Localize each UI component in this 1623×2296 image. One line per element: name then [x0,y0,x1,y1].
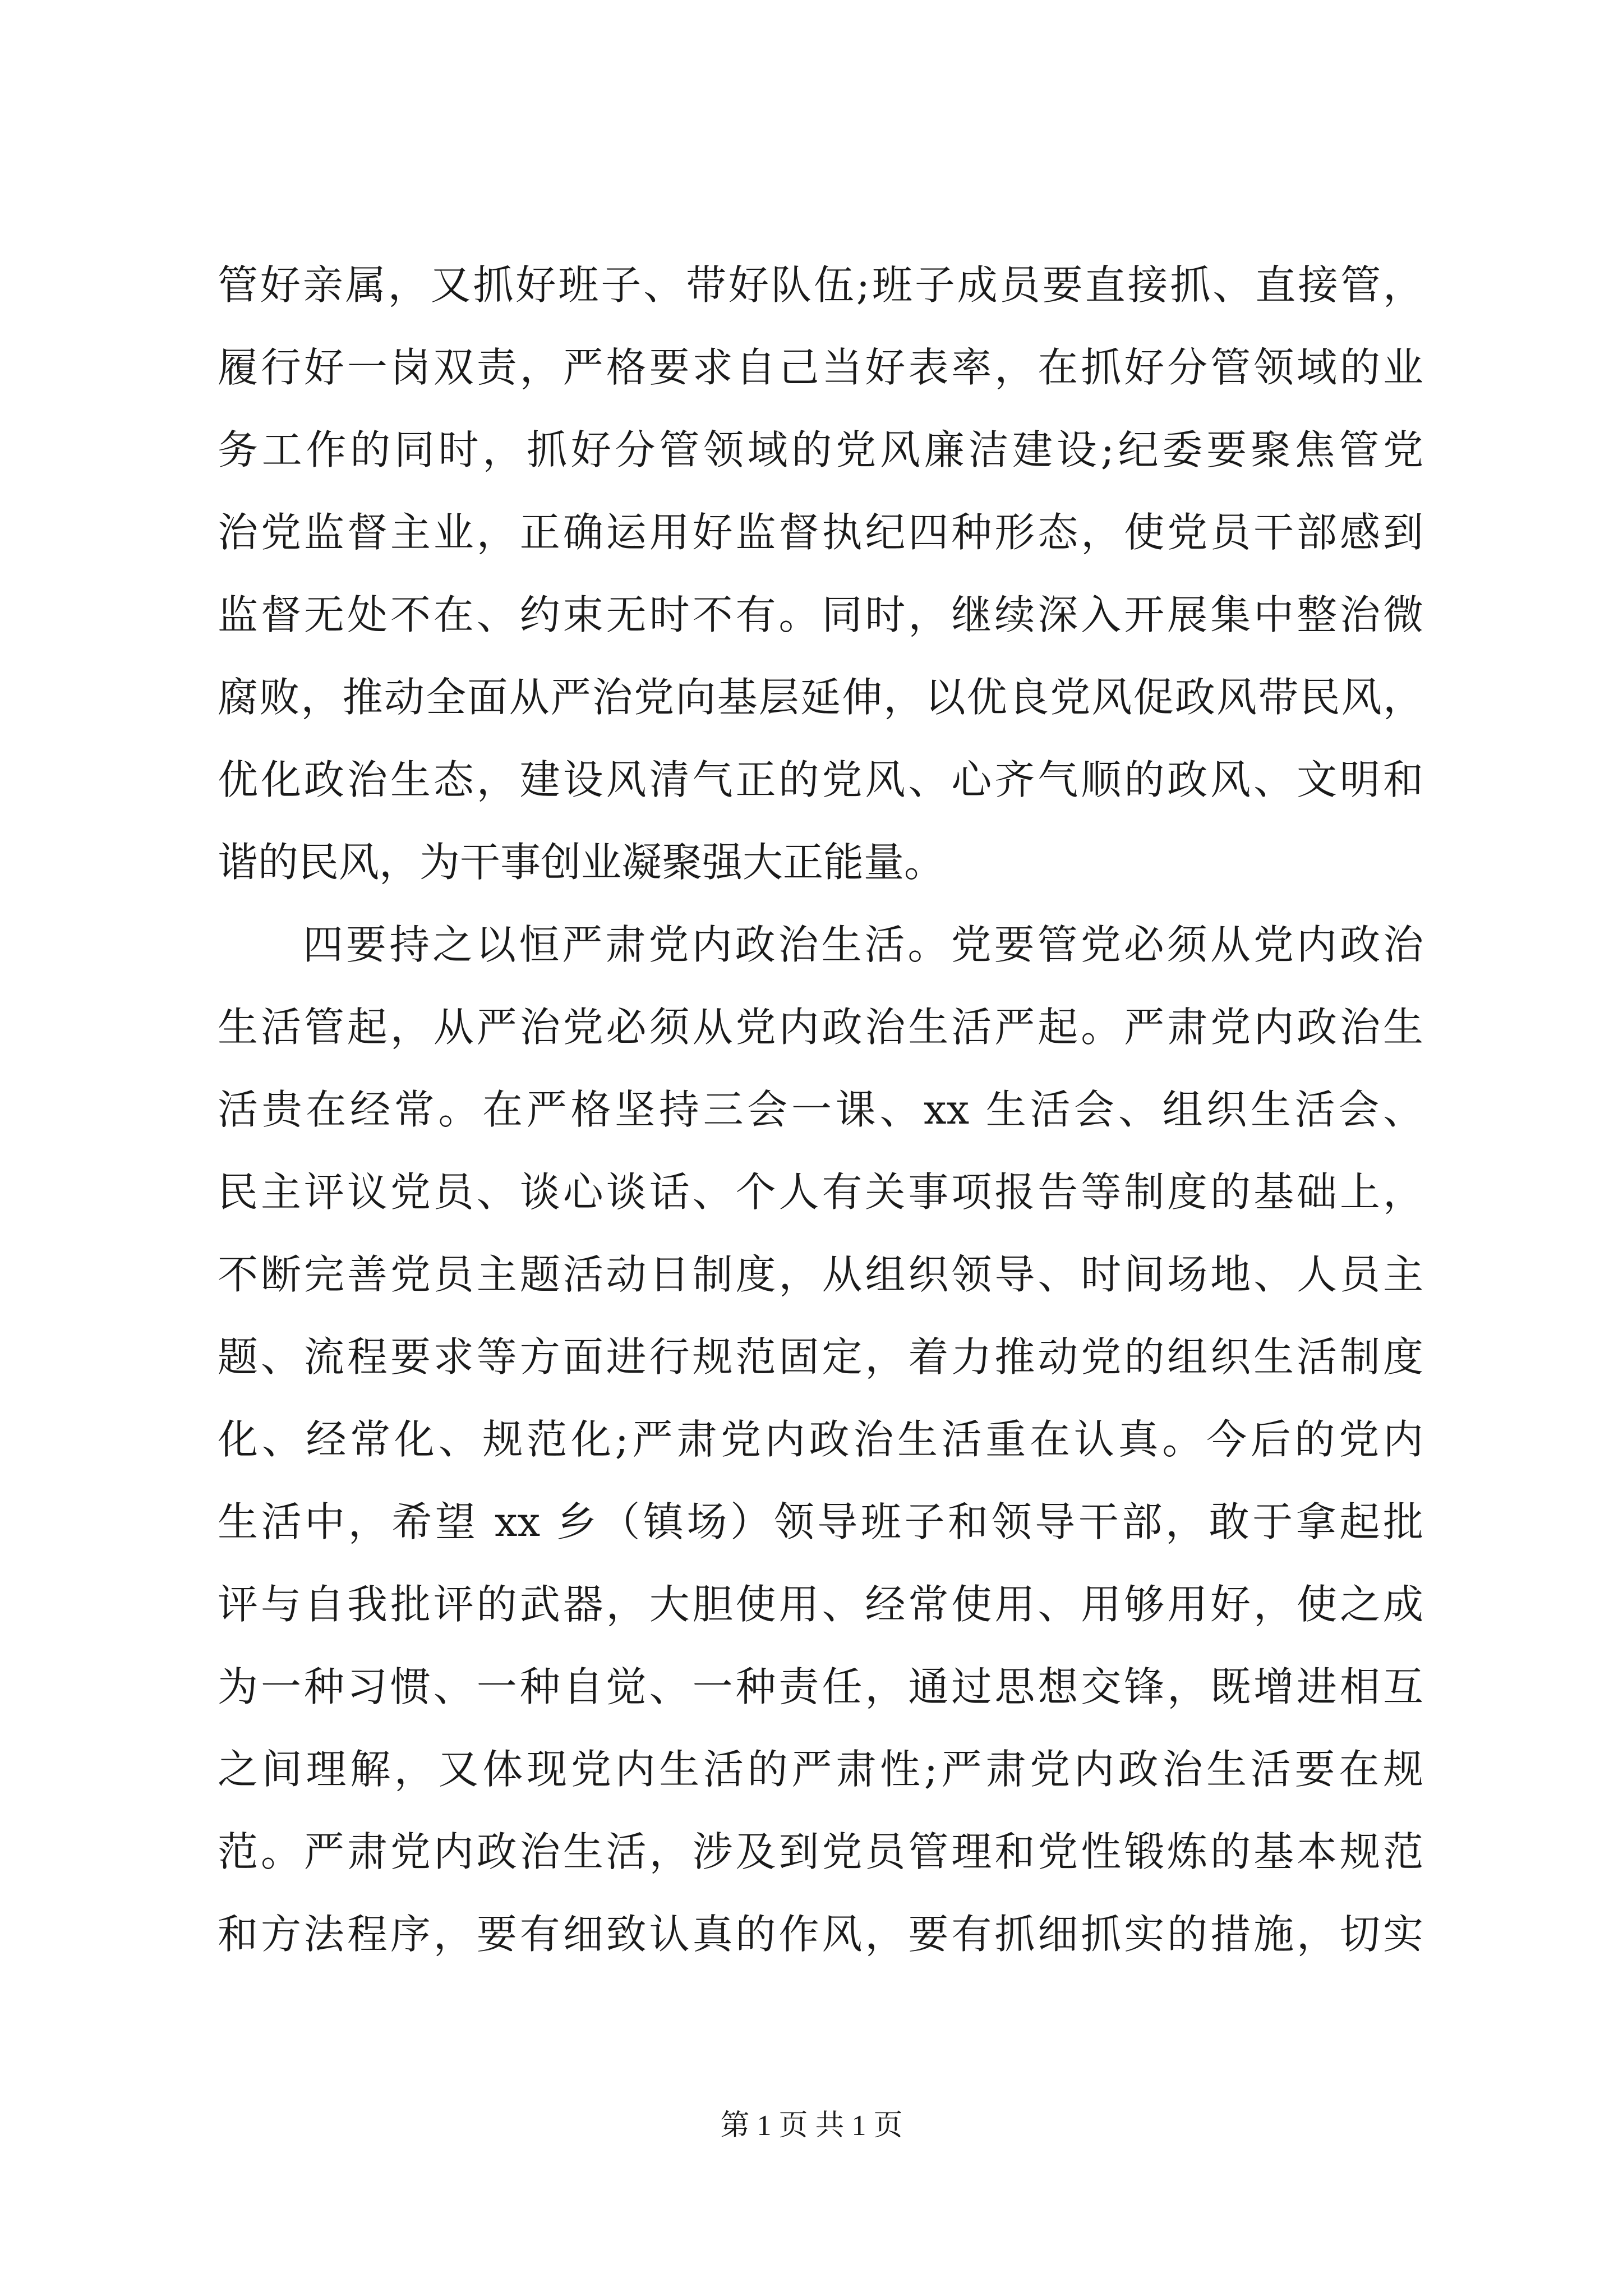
text-line: 范。严肃党内政治生活，涉及到党员管理和党性锻炼的基本规范 [218,1828,1423,1875]
text-line: 生活管起，从严治党必须从党内政治生活严起。严肃党内政治生 [218,1004,1423,1051]
text-line: 之间理解，又体现党内生活的严肃性;严肃党内政治生活要在规 [218,1746,1423,1793]
text-line: 评与自我批评的武器，大胆使用、经常使用、用够用好，使之成 [218,1581,1423,1628]
text-line: 优化政治生态，建设风清气正的党风、心齐气顺的政风、文明和 [218,756,1423,803]
text-line: 腐败，推动全面从严治党向基层延伸，以优良党风促政风带民风， [218,674,1423,721]
text-line: 履行好一岗双责，严格要求自己当好表率，在抓好分管领域的业 [218,344,1423,391]
text-line: 四要持之以恒严肃党内政治生活。党要管党必须从党内政治 [303,921,1423,968]
text-line: 不断完善党员主题活动日制度，从组织领导、时间场地、人员主 [218,1251,1423,1298]
text-line: 题、流程要求等方面进行规范固定，着力推动党的组织生活制度 [218,1333,1423,1381]
text-line: 和方法程序，要有细致认真的作风，要有抓细抓实的措施，切实 [218,1911,1423,1958]
text-line: 化、经常化、规范化;严肃党内政治生活重在认真。今后的党内 [218,1416,1423,1463]
text-line: 务工作的同时，抓好分管领域的党风廉洁建设;纪委要聚焦管党 [218,426,1423,473]
text-line: 为一种习惯、一种自觉、一种责任，通过思想交锋，既增进相互 [218,1663,1423,1710]
text-line: 管好亲属，又抓好班子、带好队伍;班子成员要直接抓、直接管， [218,261,1423,309]
page-number-footer: 第 1 页 共 1 页 [720,2110,903,2142]
text-line: 生活中，希望 xx 乡（镇场）领导班子和领导干部，敢于拿起批 [218,1498,1423,1545]
text-line: 治党监督主业，正确运用好监督执纪四种形态，使党员干部感到 [218,509,1423,556]
text-line: 活贵在经常。在严格坚持三会一课、xx 生活会、组织生活会、 [218,1086,1423,1133]
text-line: 谐的民风，为干事创业凝聚强大正能量。 [218,839,945,886]
text-line: 监督无处不在、约束无时不有。同时，继续深入开展集中整治微 [218,591,1423,638]
text-line: 民主评议党员、谈心谈话、个人有关事项报告等制度的基础上， [218,1168,1423,1216]
